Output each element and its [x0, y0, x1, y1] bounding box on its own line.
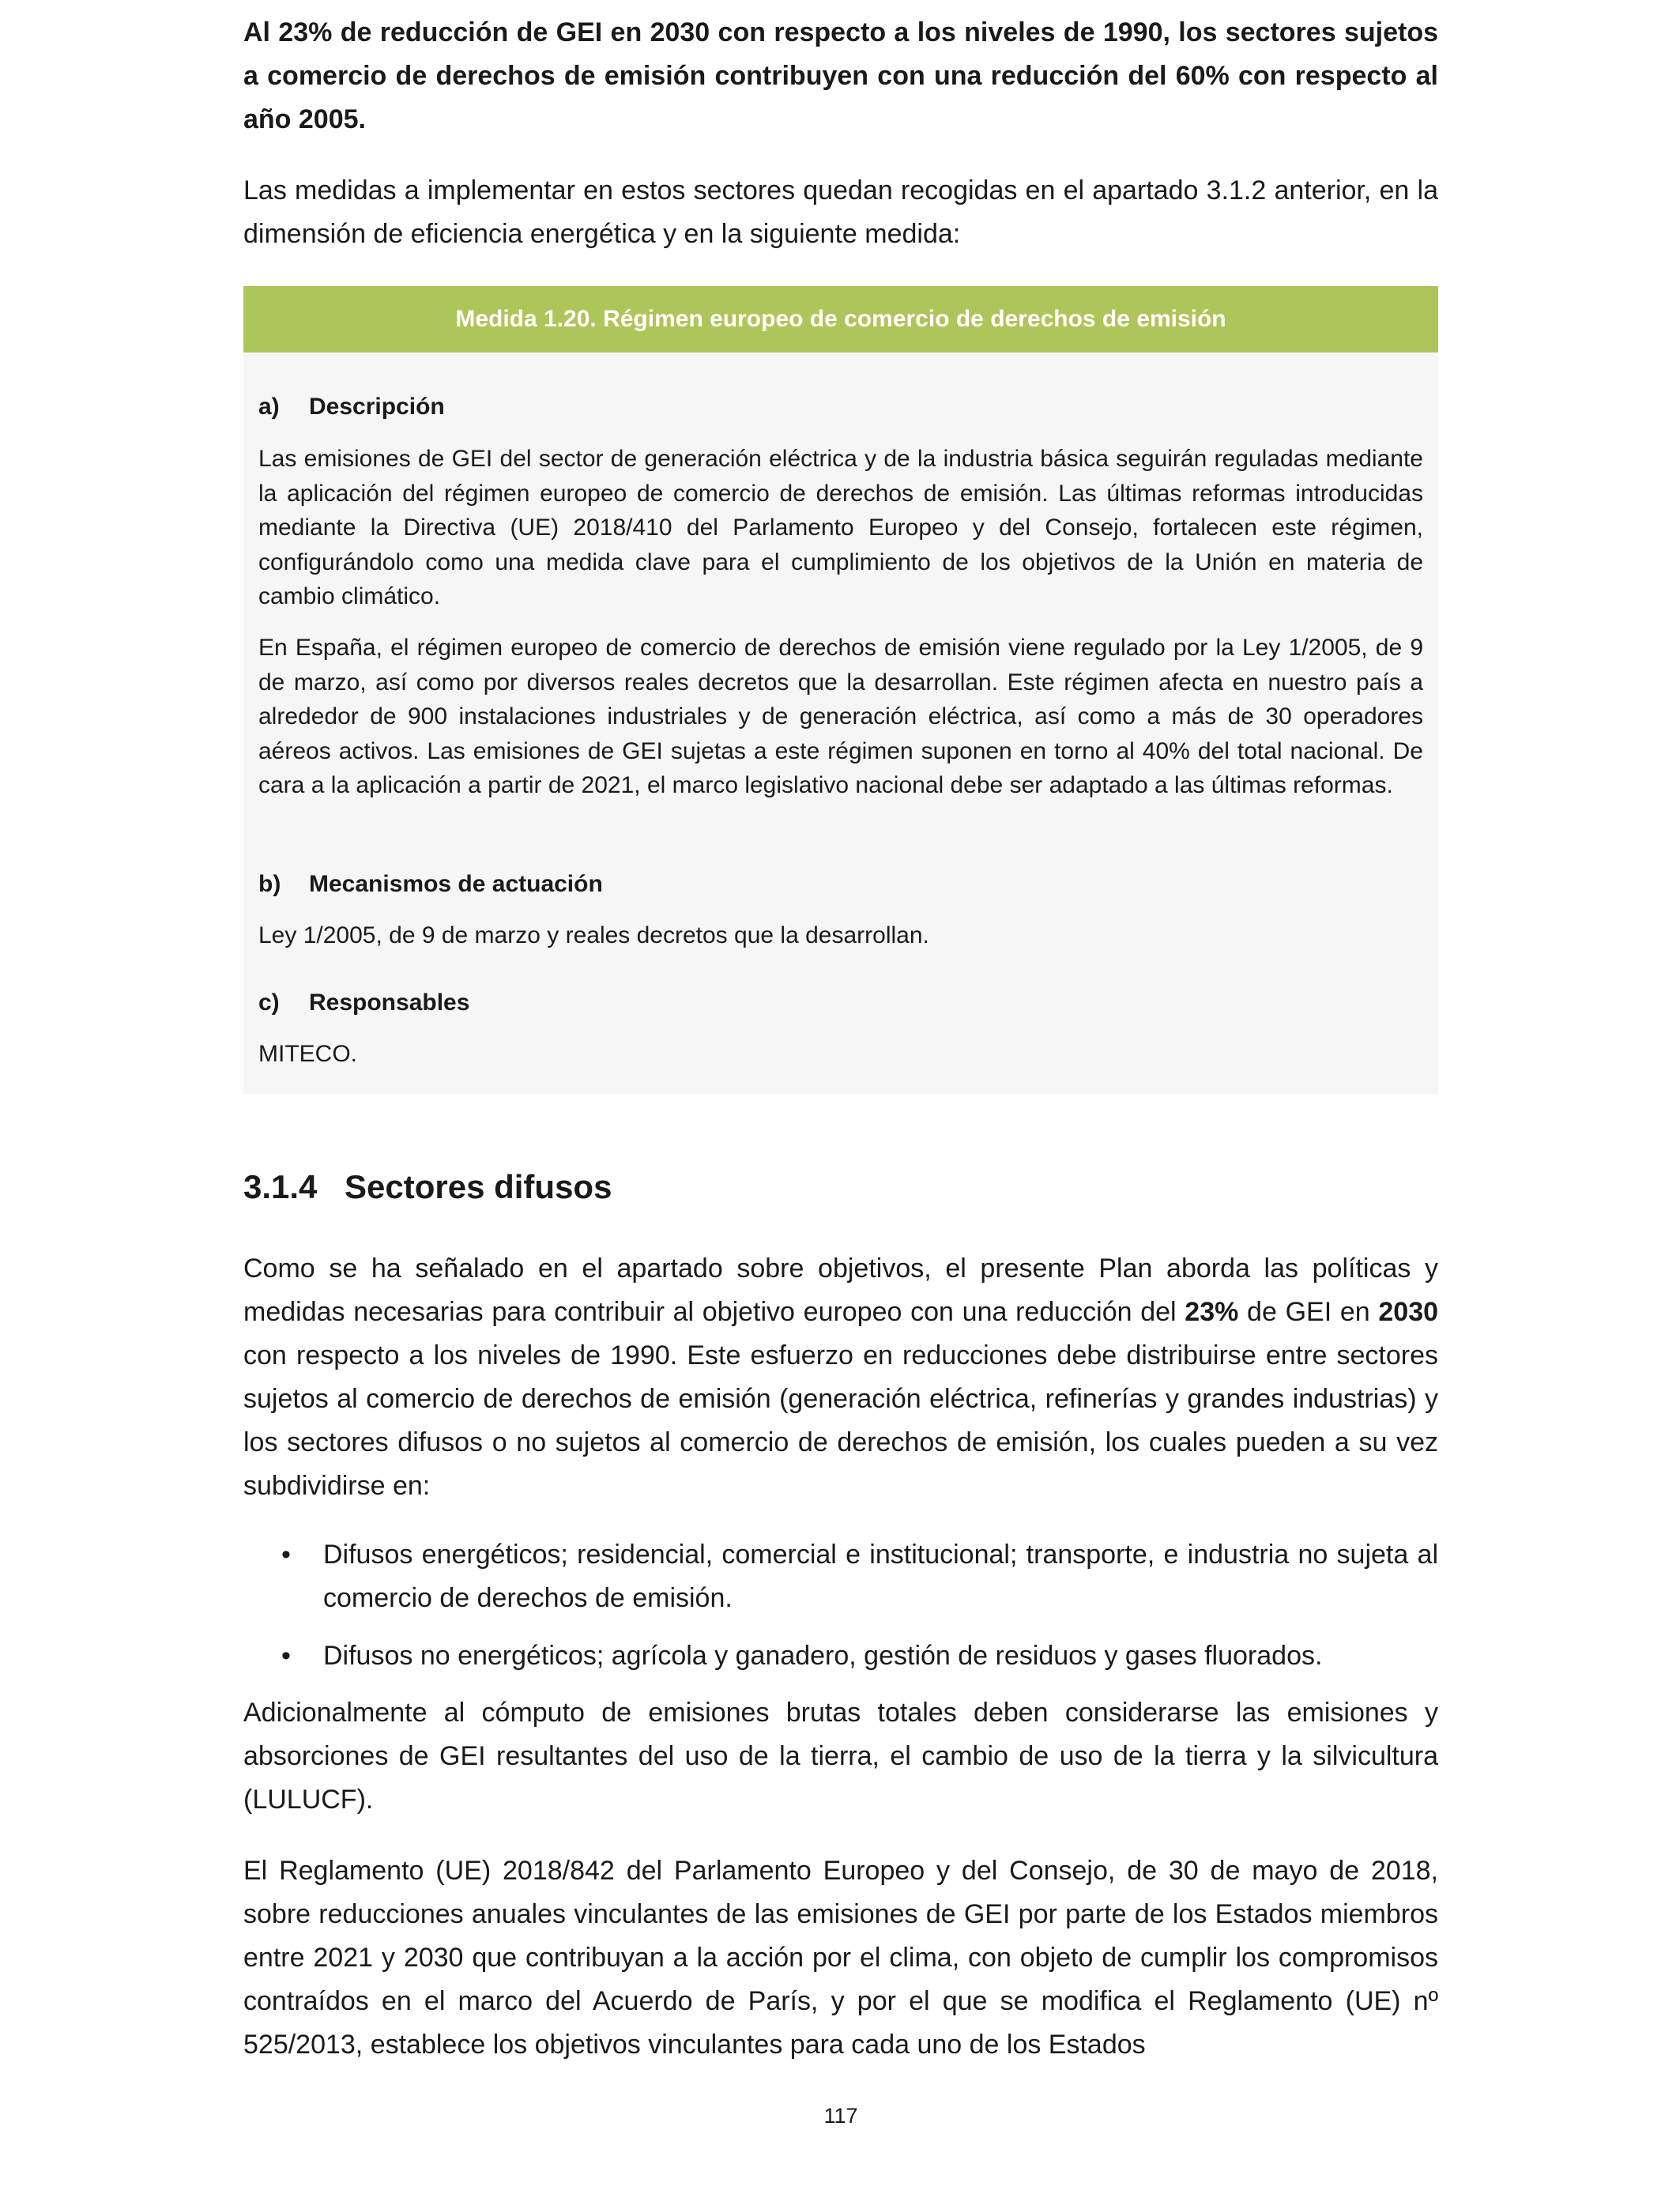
bullet-list [243, 1533, 1438, 1692]
measures-intro-paragraph: Las medidas a implementar en estos sectores quedan recogidas en el apartado 3.1.2 anterior, en la dimensión de eficiencia energética y en la siguiente medida: [243, 175, 1438, 249]
list-item [243, 1533, 1438, 1620]
bold-text-run: 23% [1185, 1297, 1239, 1327]
mechanisms-paragraph: Ley 1/2005, de 9 de marzo y reales decretos que la desarrollan. [258, 922, 929, 948]
bullet-icon: • [281, 1641, 291, 1671]
subsection-title: Mecanismos de actuación [309, 871, 603, 897]
description-paragraph-1: Las emisiones de GEI del sector de generación eléctrica y de la industria básica seguirán reguladas mediante la aplicación del régimen europeo de comercio de derechos de emisión. Las últimas reformas introducidas mediante la Directiva (UE) 2018/410 del Parlamento Europeo y del Consejo, fortalecen este régimen, configurándolo como una medida clave para el cumplimiento de los objetivos de la Unión en materia de cambio climático. [258, 446, 1423, 609]
list-item-text: Difusos energéticos; residencial, comercial e institucional; transporte, e industria no sujeta al comercio de derechos de emisión. [323, 1540, 1438, 1613]
bold-text-run: 2030 [1378, 1297, 1439, 1327]
measure-box [243, 286, 1438, 1094]
section-title: Sectores difusos [345, 1168, 612, 1205]
responsables-paragraph: MITECO. [258, 1041, 357, 1067]
subsection-heading-b [258, 871, 603, 898]
subsection-title: Responsables [309, 990, 470, 1016]
difusos-paragraph [243, 1247, 1438, 1508]
subsection-letter: b) [258, 871, 281, 897]
bullet-icon: • [281, 1540, 291, 1570]
subsection-letter: c) [258, 990, 280, 1016]
measure-title: Medida 1.20. Régimen europeo de comercio de derechos de emisión [243, 286, 1438, 352]
regulation-paragraph: El Reglamento (UE) 2018/842 del Parlamento Europeo y del Consejo, de 30 de mayo de 2018, sobre reducciones anuales vinculantes de las emisiones de GEI por parte de los Estados miembros entre 2021 y 2030 que contribuyan a la acción por el clima, con objeto de cumplir los compromisos contraídos en el marco del Acuerdo de París, y por el que se modifica el Reglamento (UE) nº 525/2013, establece los objetivos vinculantes para cada uno de los Estados [243, 1856, 1438, 2060]
intro-paragraph: Al 23% de reducción de GEI en 2030 con respecto a los niveles de 1990, los sectores sujetos a comercio de derechos de emisión contribuyen con una reducción del 60% con respecto al año 2005. [243, 17, 1438, 134]
subsection-title: Descripción [309, 394, 445, 420]
text-run: con respecto a los niveles de 1990. Este esfuerzo en reducciones debe distribuirse entre sectores sujetos al comercio de derechos de emisión (generación eléctrica, refinerías y grandes industrias) y los sectores difusos o no sujetos al comercio de derechos de emisión, los cuales pueden a su vez subdividirse en: [243, 1340, 1438, 1501]
subsection-heading-a [258, 394, 445, 420]
section-number: 3.1.4 [243, 1168, 318, 1205]
subsection-heading-c [258, 990, 469, 1016]
page-number: 117 [823, 2104, 858, 2128]
description-paragraph-2: En España, el régimen europeo de comercio de derechos de emisión viene regulado por la Ley 1/2005, de 9 de marzo, así como por diversos reales decretos que la desarrollan. Este régimen afecta en nuestro país a alrededor de 900 instalaciones industriales y de generación eléctrica, así como a más de 30 operadores aéreos activos. Las emisiones de GEI sujetas a este régimen suponen en torno al 40% del total nacional. De cara a la aplicación a partir de 2021, el marco legislativo nacional debe ser adaptado a las últimas reformas. [258, 635, 1423, 798]
lulucf-paragraph: Adicionalmente al cómputo de emisiones brutas totales deben considerarse las emisiones y absorciones de GEI resultantes del uso de la tierra, el cambio de uso de la tierra y la silvicultura (LULUCF). [243, 1698, 1438, 1815]
text-run: Como se ha señalado en el apartado sobre objetivos, el presente Plan aborda las políticas y medidas necesarias para contribuir al objetivo europeo con una reducción del [243, 1253, 1438, 1327]
subsection-letter: a) [258, 394, 280, 420]
list-item [243, 1634, 1438, 1678]
list-item-text: Difusos no energéticos; agrícola y ganadero, gestión de residuos y gases fluorados. [323, 1641, 1323, 1671]
section-heading [243, 1168, 612, 1206]
text-run: de GEI en [1238, 1297, 1379, 1327]
